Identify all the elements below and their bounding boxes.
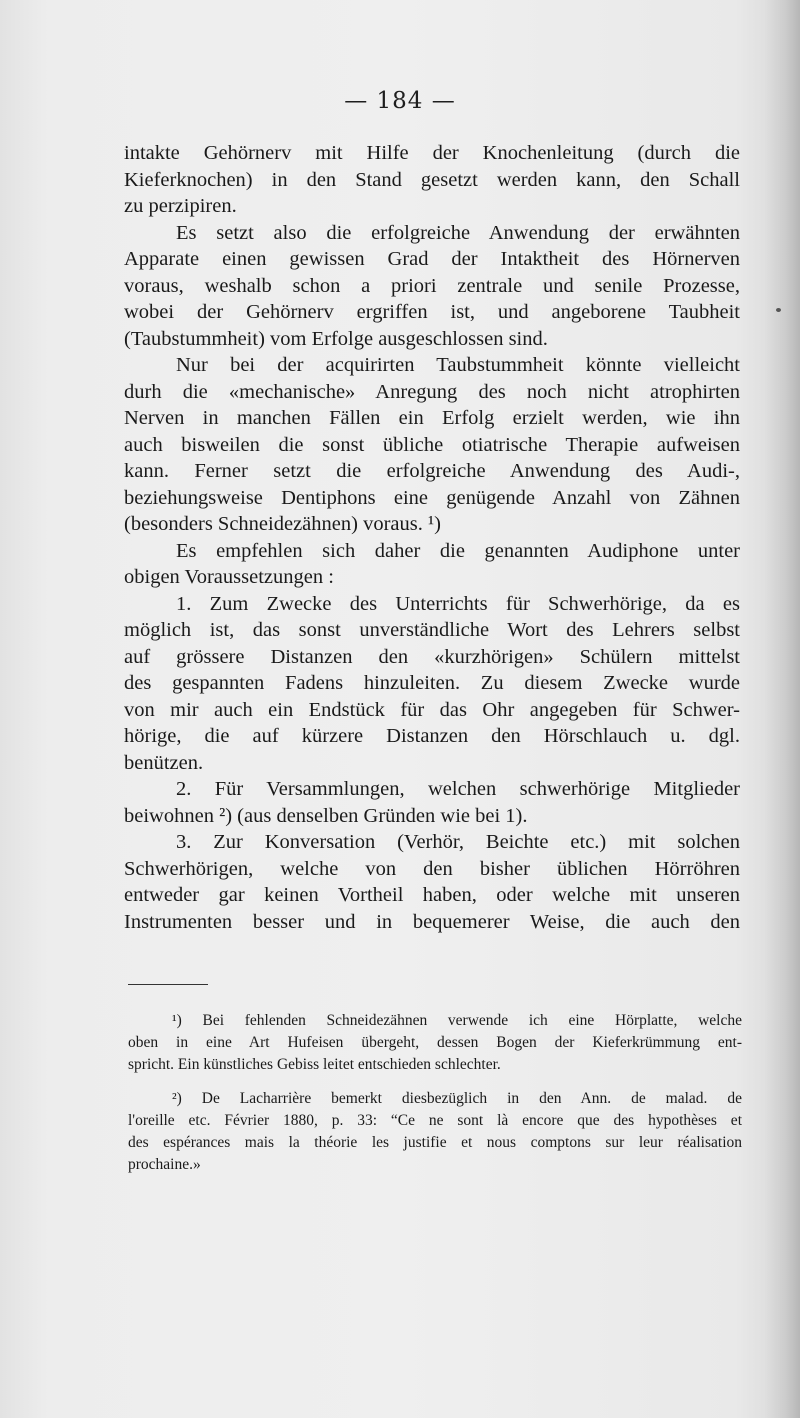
text-line: 1. Zum Zwecke des Unterrichts für Schwerhörige, da es (176, 592, 740, 615)
text-line: beiwohnen ²) (aus denselben Gründen wie bei 1). (124, 804, 528, 827)
footnotes (128, 1010, 742, 1176)
footnote-1-line: spricht. Ein künstliches Gebiss leitet entschieden schlechter. (128, 1056, 501, 1073)
text-line: entweder gar keinen Vortheil haben, oder welche mit unseren (124, 884, 740, 906)
text-line: durh die «mechanische» Anregung des noch nicht atrophirten (124, 380, 740, 403)
text-line: Kieferknochen) in den Stand gesetzt werden kann, den Schall (124, 168, 740, 191)
text-line: Nur bei der acquirirten Taubstummheit könnte vielleicht (176, 354, 740, 376)
footnote-1-line: ¹) Bei fehlenden Schneidezähnen verwende ich eine Hörplatte, welche (172, 1012, 742, 1029)
footnote-2-line: ²) De Lacharrière bemerkt diesbezüglich in den Ann. de malad. de (172, 1090, 742, 1107)
page-spine-shadow (764, 0, 800, 1418)
text-line: obigen Voraussetzungen : (124, 566, 334, 588)
text-line: 3. Zur Konversation (Verhör, Beichte etc.) mit solchen (176, 831, 740, 853)
text-line: 2. Für Versammlungen, welchen schwerhörige Mitglieder (176, 778, 740, 800)
text-line: hörige, die auf kürzere Distanzen den Hörschlauch u. dgl. (124, 725, 740, 747)
text-line: (besonders Schneidezähnen) voraus. ¹) (124, 513, 441, 535)
paper-speck (776, 308, 781, 312)
footnote-2-line: prochaine.» (128, 1156, 201, 1173)
footnote-gap (128, 1076, 742, 1088)
text-line: Apparate einen gewissen Grad der Intaktheit des Hörnerven (124, 248, 740, 270)
page-number: — 184 — (344, 88, 456, 114)
footnote-1-line: oben in eine Art Hufeisen übergeht, dessen Bogen der Kieferkrümmung ent- (128, 1034, 742, 1051)
footnote-2-line: des espérances mais la théorie les justifie et nous comptons sur leur réalisation (128, 1134, 742, 1151)
text-line: intakte Gehörnerv mit Hilfe der Knochenleitung (durch die (124, 142, 740, 164)
text-line: Nerven in manchen Fällen ein Erfolg erzielt werden, wie ihn (124, 407, 740, 429)
text-line: beziehungsweise Dentiphons eine genügende Anzahl von Zähnen (124, 486, 740, 509)
text-line: möglich ist, das sonst unverständliche Wort des Lehrers selbst (124, 619, 740, 641)
body-text (124, 140, 740, 935)
text-line: zu perzipiren. (124, 195, 237, 217)
text-line: voraus, weshalb schon a priori zentrale und senile Prozesse, (124, 274, 740, 297)
text-line: kann. Ferner setzt die erfolgreiche Anwendung des Audi-, (124, 460, 740, 482)
text-line: von mir auch ein Endstück für das Ohr angegeben für Schwer- (124, 698, 740, 721)
text-line: auch bisweilen die sonst übliche otiatrische Therapie aufweisen (124, 433, 740, 456)
text-line: Instrumenten besser und in bequemerer Weise, die auch den (124, 910, 740, 933)
footnote-2-line: l'oreille etc. Février 1880, p. 33: “Ce ne sont là encore que des hypothèses et (128, 1112, 742, 1129)
text-line: auf grössere Distanzen den «kurzhörigen» Schülern mittelst (124, 645, 740, 668)
text-line: des gespannten Fadens hinzuleiten. Zu diesem Zwecke wurde (124, 672, 740, 694)
text-line: Es setzt also die erfolgreiche Anwendung der erwähnten (176, 221, 740, 244)
footnote-rule (128, 984, 208, 985)
text-line: benützen. (124, 751, 204, 774)
text-line: wobei der Gehörnerv ergriffen ist, und angeborene Taubheit (124, 301, 740, 323)
text-line: Es empfehlen sich daher die genannten Audiphone unter (176, 539, 740, 562)
text-line: (Taubstummheit) vom Erfolge ausgeschlossen sind. (124, 327, 548, 350)
text-line: Schwerhörigen, welche von den bisher üblichen Hörröhren (124, 857, 740, 880)
